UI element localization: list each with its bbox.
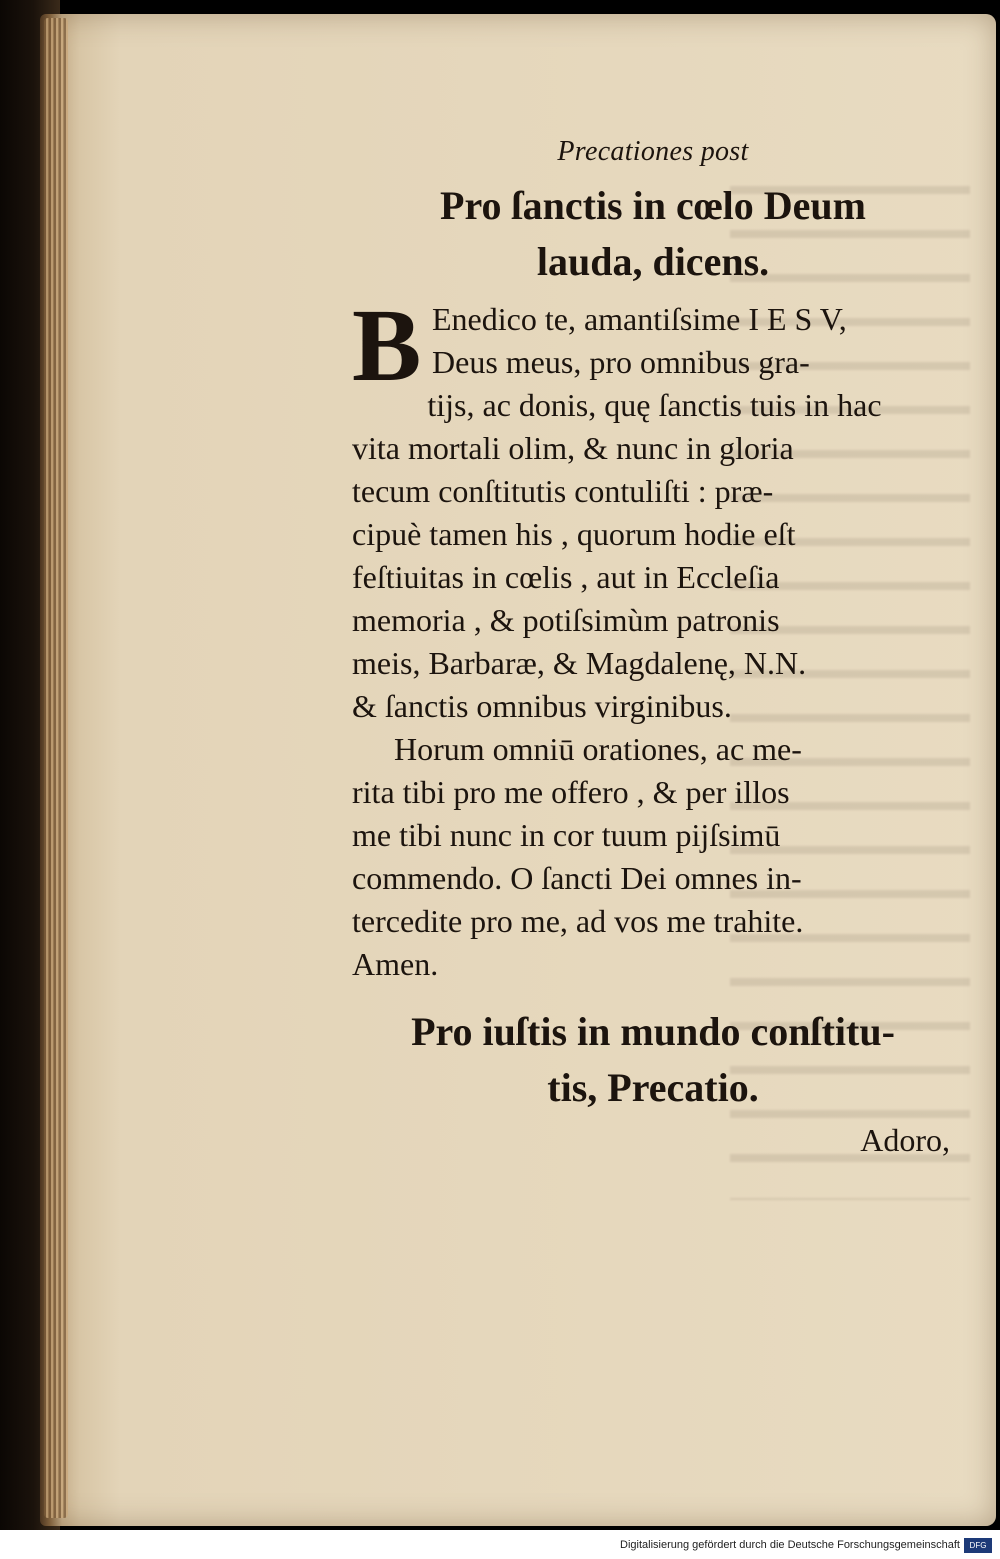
text-line: vita mortali olim, & nunc in gloria [352, 430, 794, 466]
heading-line: tis, Precatio. [547, 1065, 759, 1110]
page-text [352, 136, 954, 1159]
section-heading [352, 178, 954, 290]
text-line: meis, Barbaræ, & Magdalenę, N.N. [352, 645, 807, 681]
dfg-logo-icon: DFG [964, 1538, 992, 1553]
text-line: Enedico te, amantiſsime I E S V, [432, 301, 847, 337]
prayer-paragraph [352, 288, 954, 728]
funding-credit: Digitalisierung gefördert durch die Deutsche Forschungsgemeinschaft [620, 1539, 960, 1551]
text-line: commendo. O ſancti Dei omnes in- [352, 860, 802, 896]
text-line: cipuè tamen his , quorum hodie eſt [352, 516, 796, 552]
text-line: Deus meus, pro omnibus gra- [432, 344, 810, 380]
text-line: feſtiuitas in cœlis , aut in Eccleſia [352, 559, 780, 595]
heading-line: Pro iuſtis in mundo conſtitu- [411, 1009, 895, 1054]
text-line: Amen. [352, 946, 439, 982]
running-head: Precationes post [557, 136, 749, 167]
text-line: & ſanctis omnibus virginibus. [352, 688, 732, 724]
page-stack-edge [44, 18, 68, 1518]
text-line: tercedite pro me, ad vos me trahite. [352, 903, 804, 939]
heading-line: lauda, dicens. [536, 239, 770, 284]
footer-bar [0, 1530, 1000, 1559]
prayer-paragraph [352, 728, 954, 986]
text-line: tecum conſtitutis contuliſti : præ- [352, 473, 774, 509]
text-line: rita tibi pro me offero , & per illos [352, 774, 790, 810]
text-line: tijs, ac donis, quę ſanctis tuis in hac [427, 387, 882, 423]
text-line: memoria , & potiſsimùm patronis [352, 602, 780, 638]
catchword: Adoro, [860, 1122, 950, 1158]
text-line: me tibi nunc in cor tuum pijſsimū [352, 817, 781, 853]
section-heading [352, 1004, 954, 1116]
heading-line: Pro ſanctis in cœlo Deum [440, 183, 866, 228]
text-line: Horum omniū orationes, ac me- [394, 731, 802, 767]
drop-cap: B [352, 288, 422, 403]
